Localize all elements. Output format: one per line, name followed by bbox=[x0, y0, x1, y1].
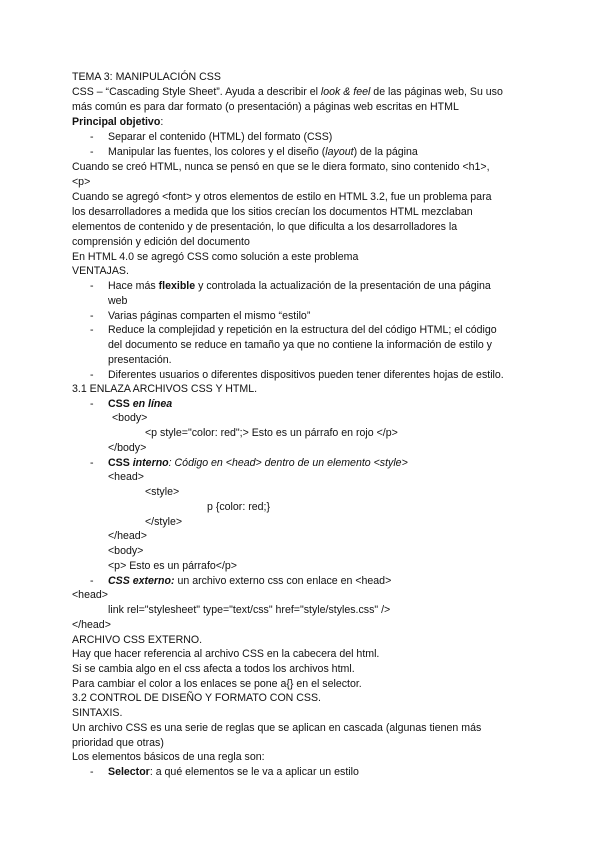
interno-term: interno bbox=[132, 457, 169, 469]
css-label: CSS bbox=[108, 398, 133, 410]
ventaja-item-cont: del documento se reduce en tamaño ya que no contiene la información de estilo y bbox=[108, 339, 492, 351]
ventaja-text: y controlada la actualización de la presentación de una página bbox=[195, 280, 491, 292]
externo-term: CSS externo: bbox=[108, 575, 175, 587]
inline-term: en línea bbox=[132, 398, 173, 410]
code-line: </head> bbox=[108, 530, 147, 542]
objetivo-item-text: Manipular las fuentes, los colores y el diseño ( bbox=[108, 146, 326, 158]
code-line: <style> bbox=[145, 486, 180, 498]
selector-item bbox=[108, 765, 359, 780]
ventaja-item: Diferentes usuarios o diferentes dispositivos pueden tener diferentes hojas de estilo. bbox=[108, 369, 504, 381]
objetivo-item-text: ) de la página bbox=[353, 146, 418, 158]
selector-term: Selector bbox=[108, 766, 150, 778]
list-dash: - bbox=[90, 146, 94, 158]
list-dash: - bbox=[90, 575, 94, 587]
objetivo-item: Separar el contenido (HTML) del formato (CSS) bbox=[108, 131, 333, 143]
section-31-heading: 3.1 ENLAZA ARCHIVOS CSS Y HTML. bbox=[72, 383, 258, 395]
sintaxis-line: Un archivo CSS es una serie de reglas que se aplican en cascada (algunas tienen más bbox=[72, 722, 482, 734]
look-and-feel-term: look & feel bbox=[320, 86, 371, 98]
code-line: <p> Esto es un párrafo</p> bbox=[108, 560, 237, 572]
list-dash: - bbox=[90, 369, 94, 381]
list-dash: - bbox=[90, 324, 94, 336]
ventajas-heading: VENTAJAS. bbox=[72, 265, 129, 277]
intro-text-a: CSS – “Cascading Style Sheet”. Ayuda a describir el bbox=[72, 86, 321, 98]
code-line: <head> bbox=[108, 471, 144, 483]
intro-line-2: más común es para dar formato (o presentación) a páginas web escritas en HTML bbox=[72, 101, 459, 113]
section-32-heading: 3.2 CONTROL DE DISEÑO Y FORMATO CON CSS. bbox=[72, 692, 321, 704]
code-line: <body> bbox=[108, 545, 144, 557]
code-line: </head> bbox=[72, 619, 111, 631]
archivo-line: Si se cambia algo en el css afecta a todos los archivos html. bbox=[72, 663, 355, 675]
ventaja-item bbox=[108, 279, 491, 294]
code-line: link rel="stylesheet" type="text/css" href="style/styles.css" /> bbox=[108, 604, 391, 616]
ventaja-item-cont: web bbox=[108, 295, 128, 307]
sintaxis-line: Los elementos básicos de una regla son: bbox=[72, 751, 265, 763]
code-line: <p style="color: red";> Esto es un párrafo en rojo </p> bbox=[145, 427, 398, 439]
objetivo-colon: : bbox=[160, 116, 164, 128]
css-externo-heading bbox=[108, 574, 391, 589]
list-dash: - bbox=[90, 766, 94, 778]
history-line: los desarrolladores a medida que los sitios crecían los documentos HTML mezclaban bbox=[72, 206, 473, 218]
externo-desc: un archivo externo css con enlace en <head> bbox=[174, 575, 392, 587]
archivo-line: Hay que hacer referencia al archivo CSS en la cabecera del html. bbox=[72, 648, 380, 660]
css-interno-heading bbox=[108, 456, 408, 471]
ventaja-text: Hace más bbox=[108, 280, 159, 292]
sintaxis-heading: SINTAXIS. bbox=[72, 707, 123, 719]
objetivo-heading bbox=[72, 115, 163, 130]
objetivo-heading-text: Principal objetivo bbox=[72, 116, 161, 128]
document-title: TEMA 3: MANIPULACIÓN CSS bbox=[72, 71, 221, 83]
layout-term: layout bbox=[325, 146, 354, 158]
list-dash: - bbox=[90, 457, 94, 469]
list-dash: - bbox=[90, 398, 94, 410]
interno-desc-colon: : Código en <head> dentro de un elemento <style> bbox=[168, 457, 408, 469]
list-dash: - bbox=[90, 310, 94, 322]
code-line: <head> bbox=[72, 589, 108, 601]
selector-desc: : a qué elementos se le va a aplicar un estilo bbox=[149, 766, 359, 778]
list-dash: - bbox=[90, 280, 94, 292]
sintaxis-line: prioridad que otras) bbox=[72, 737, 164, 749]
ventaja-item: Reduce la complejidad y repetición en la estructura del del código HTML; el código bbox=[108, 324, 497, 336]
code-line: p {color: red;} bbox=[207, 501, 271, 513]
flexible-term: flexible bbox=[158, 280, 196, 292]
history-line: elementos de contenido y de presentación, lo que dificulta a los desarrolladores la bbox=[72, 221, 458, 233]
list-dash: - bbox=[90, 131, 94, 143]
history-line: En HTML 4.0 se agregó CSS como solución a este problema bbox=[72, 251, 359, 263]
archivo-line: Para cambiar el color a los enlaces se pone a{} en el selector. bbox=[72, 678, 362, 690]
history-line: Cuando se creó HTML, nunca se pensó en que se le diera formato, sino contenido <h1>, bbox=[72, 161, 490, 173]
code-line: </body> bbox=[108, 442, 147, 454]
code-line: </style> bbox=[145, 516, 183, 528]
ventaja-item-cont: presentación. bbox=[108, 354, 172, 366]
intro-text-c: de las páginas web, Su uso bbox=[370, 86, 503, 98]
archivo-heading: ARCHIVO CSS EXTERNO. bbox=[72, 634, 203, 646]
history-line: Cuando se agregó <font> y otros elementos de estilo en HTML 3.2, fue un problema para bbox=[72, 191, 492, 203]
ventaja-item: Varias páginas comparten el mismo “estilo” bbox=[108, 310, 311, 322]
css-label: CSS bbox=[108, 457, 133, 469]
intro-line bbox=[72, 85, 503, 100]
code-line: <body> bbox=[112, 412, 148, 424]
history-line: comprensión y edición del documento bbox=[72, 236, 250, 248]
objetivo-item bbox=[108, 145, 418, 160]
css-inline-heading bbox=[108, 397, 172, 412]
history-line: <p> bbox=[72, 176, 91, 188]
